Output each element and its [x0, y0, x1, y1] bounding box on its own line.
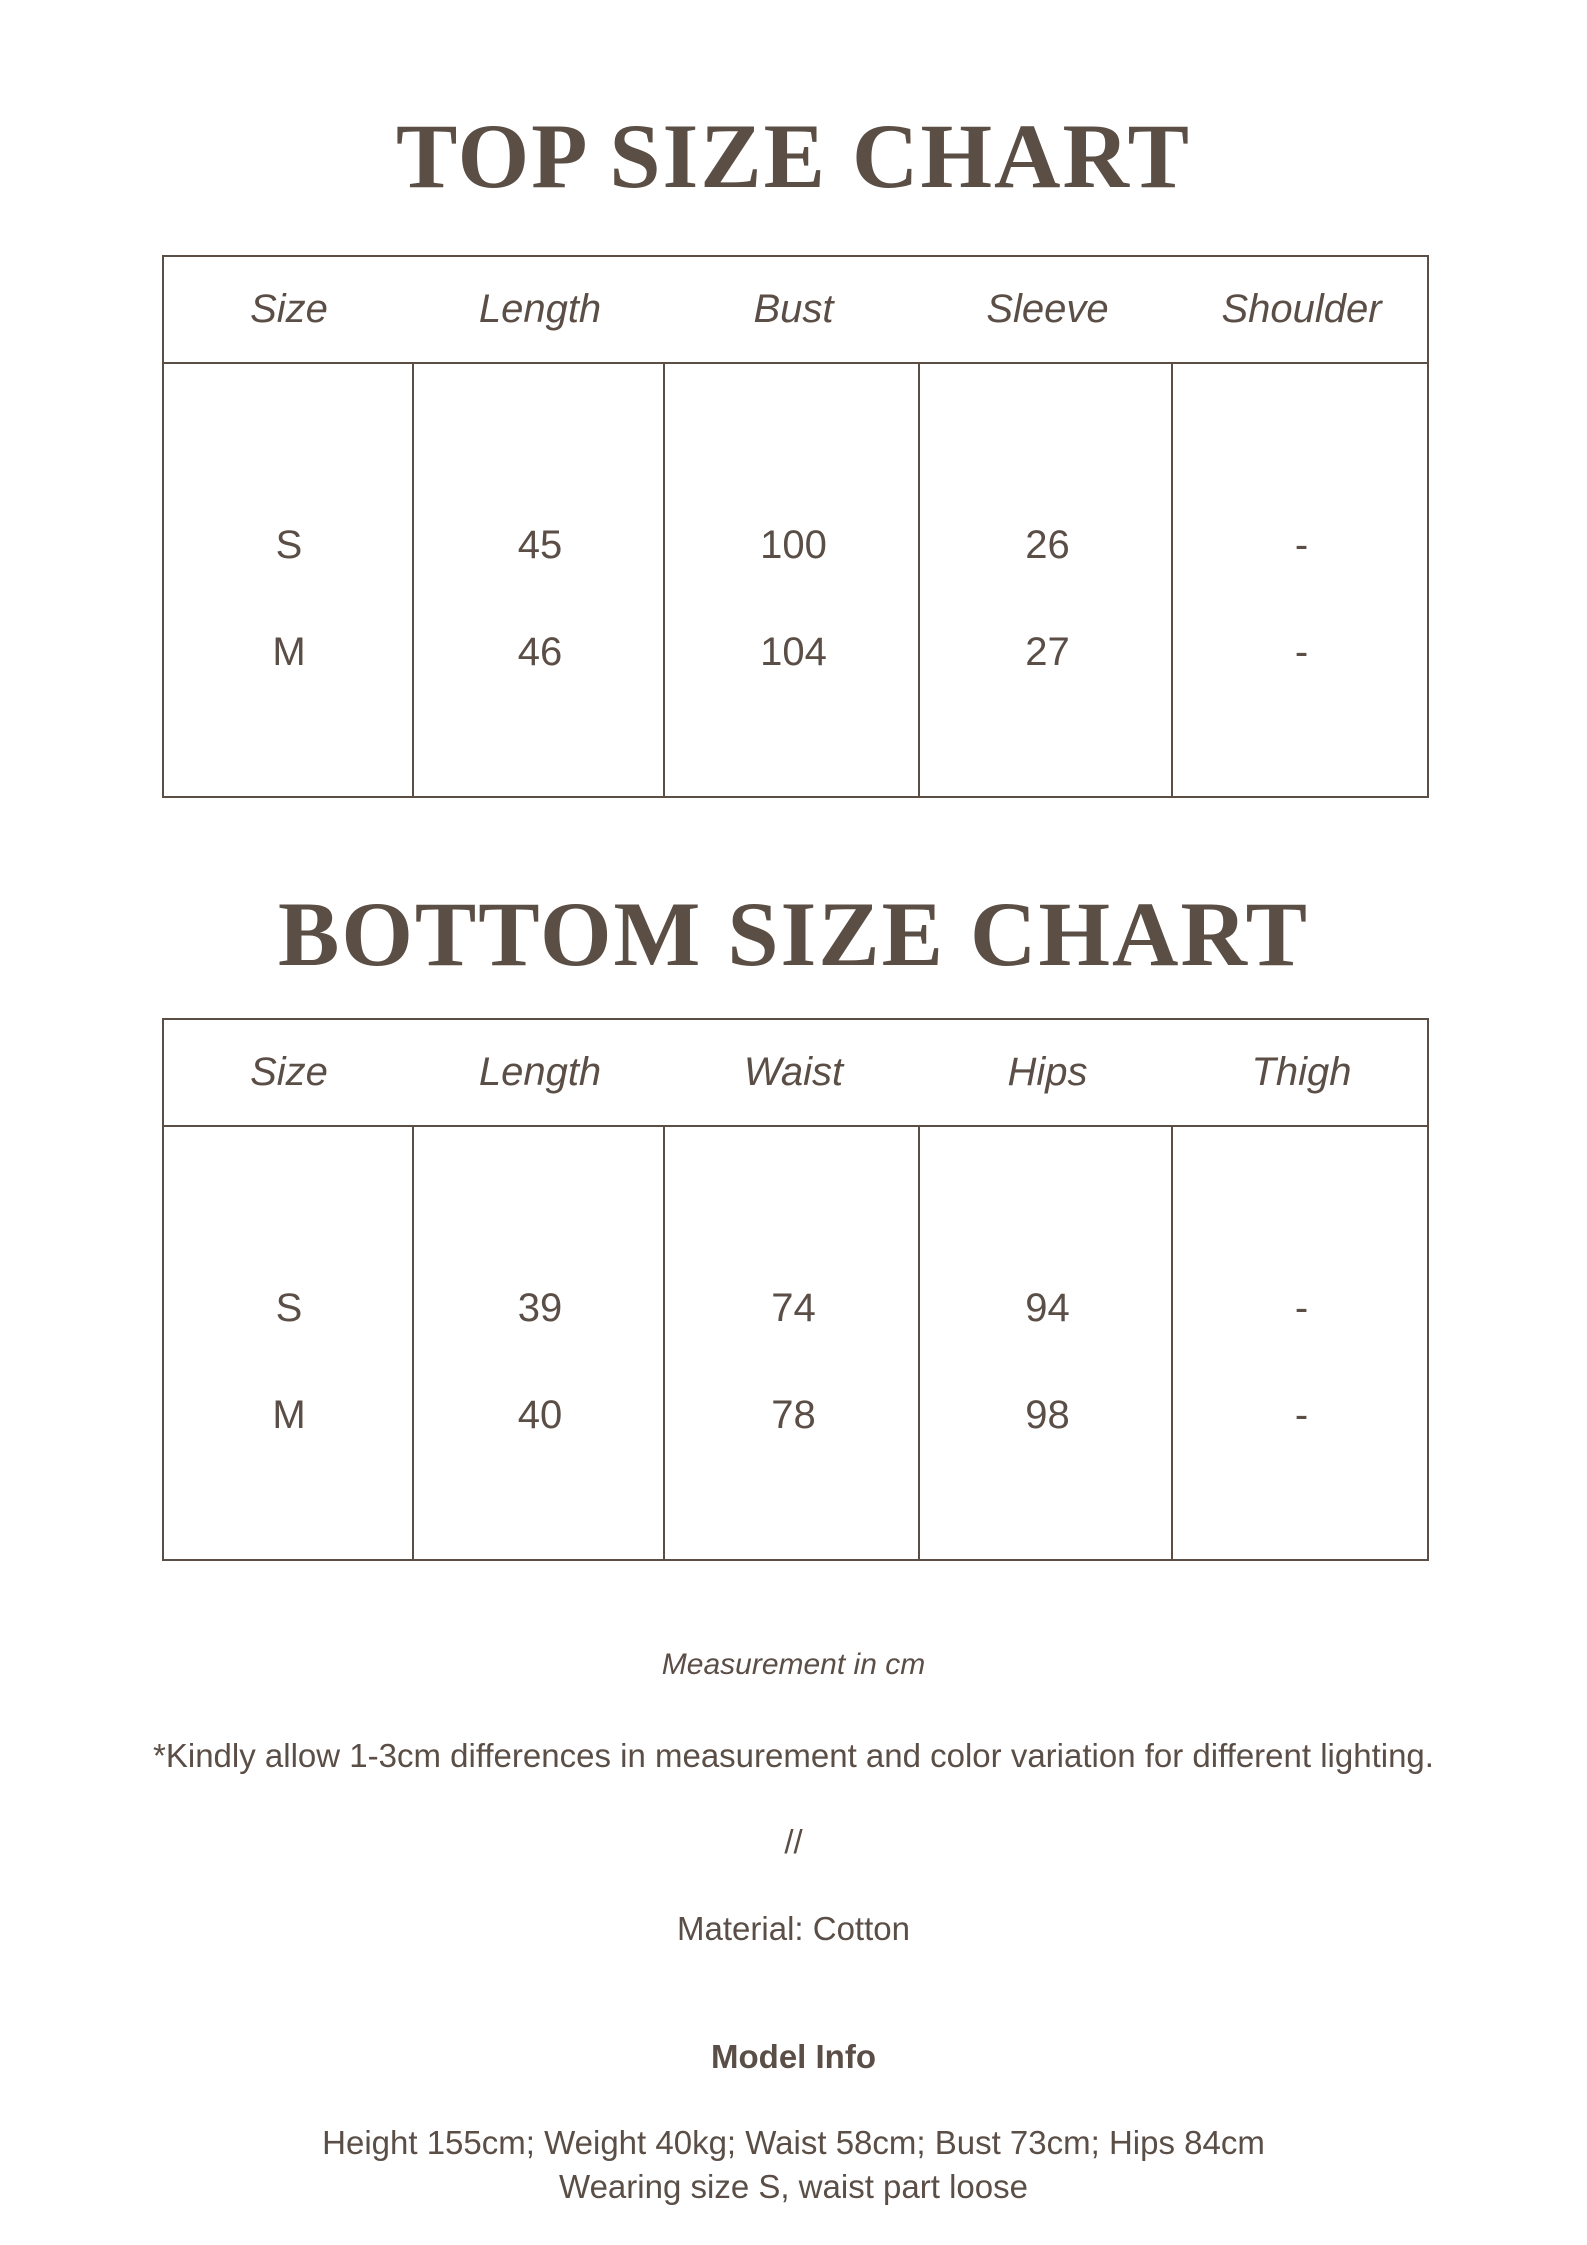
material-info: Material: Cotton: [677, 1910, 910, 1947]
header-sleeve: Sleeve: [986, 287, 1109, 331]
cell-shoulder: -: [1294, 523, 1309, 567]
cell-waist: 74: [771, 1286, 816, 1330]
header-hips: Hips: [1007, 1050, 1088, 1094]
bottom-size-table: [162, 1018, 1429, 1561]
model-size-worn: Wearing size S, waist part loose: [559, 2168, 1028, 2205]
cell-size: M: [272, 630, 306, 674]
column-divider: [1171, 1127, 1173, 1559]
cell-size: S: [275, 523, 303, 567]
cell-length: 39: [517, 1286, 563, 1330]
cell-hips: 94: [1025, 1286, 1070, 1330]
cell-length: 45: [517, 523, 563, 567]
cell-size: M: [272, 1393, 306, 1437]
cell-bust: 104: [760, 630, 827, 674]
cell-shoulder: -: [1294, 630, 1309, 674]
measurement-disclaimer: *Kindly allow 1-3cm differences in measurement and color variation for different lighting.: [153, 1737, 1434, 1774]
header-size: Size: [250, 287, 328, 331]
column-divider: [918, 364, 920, 796]
cell-length: 40: [517, 1393, 563, 1437]
bottom-size-chart-title: BOTTOM SIZE CHART: [277, 883, 1310, 985]
cell-thigh: -: [1294, 1393, 1309, 1437]
top-size-chart-title: TOP SIZE CHART: [395, 105, 1192, 207]
column-divider: [1171, 364, 1173, 796]
column-divider: [663, 1127, 665, 1559]
model-measurements: Height 155cm; Weight 40kg; Waist 58cm; Bust 73cm; Hips 84cm: [322, 2124, 1265, 2161]
table-header-row: [164, 257, 1427, 364]
cell-thigh: -: [1294, 1286, 1309, 1330]
cell-size: S: [275, 1286, 303, 1330]
header-shoulder: Shoulder: [1221, 287, 1382, 331]
measurement-unit-note: Measurement in cm: [661, 1648, 926, 1681]
cell-length: 46: [517, 630, 563, 674]
header-length: Length: [478, 287, 602, 331]
top-size-table: [162, 255, 1429, 798]
cell-sleeve: 26: [1025, 523, 1070, 567]
column-divider: [412, 1127, 414, 1559]
column-divider: [663, 364, 665, 796]
header-thigh: Thigh: [1251, 1050, 1352, 1094]
header-waist: Waist: [743, 1050, 844, 1094]
model-info-heading: Model Info: [711, 2038, 876, 2075]
table-header-row: [164, 1020, 1427, 1127]
header-bust: Bust: [753, 287, 834, 331]
cell-hips: 98: [1025, 1393, 1070, 1437]
cell-waist: 78: [771, 1393, 816, 1437]
header-size: Size: [250, 1050, 328, 1094]
separator: //: [784, 1823, 803, 1860]
column-divider: [412, 364, 414, 796]
cell-sleeve: 27: [1025, 630, 1070, 674]
header-length: Length: [478, 1050, 602, 1094]
column-divider: [918, 1127, 920, 1559]
cell-bust: 100: [760, 523, 827, 567]
